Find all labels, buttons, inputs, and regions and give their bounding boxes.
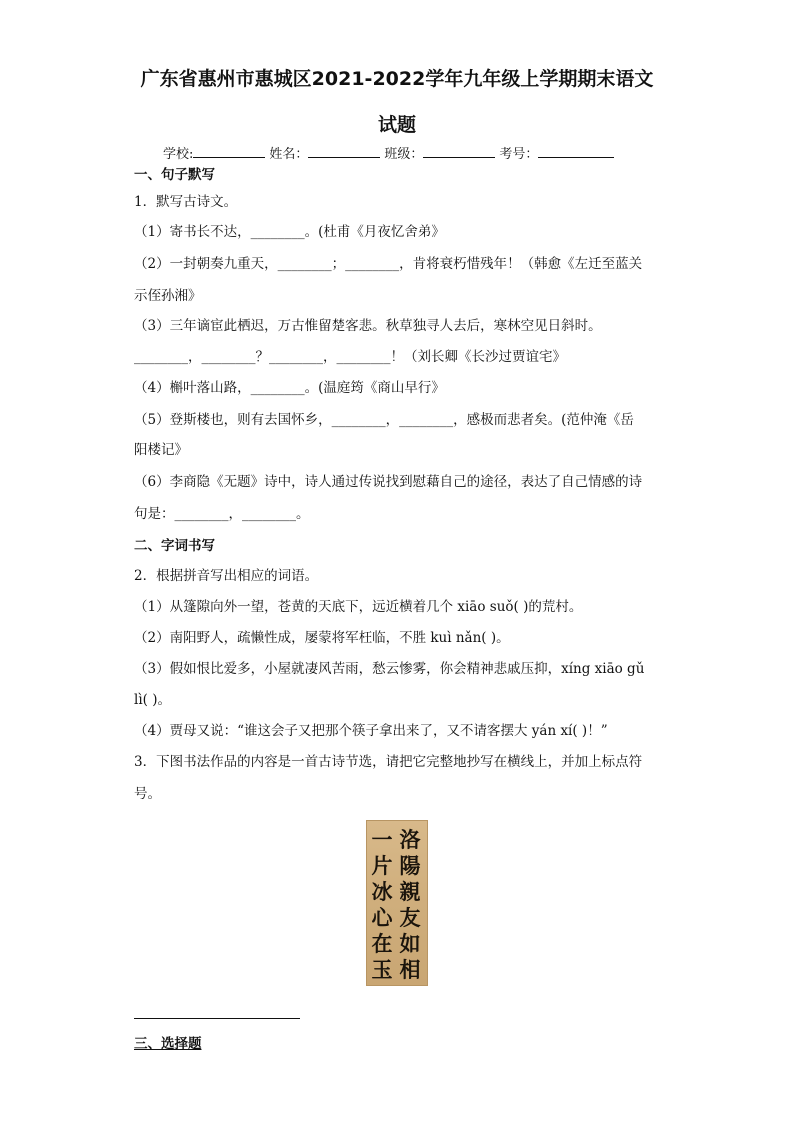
- calligraphy-char: 陽: [399, 853, 421, 878]
- class-blank[interactable]: [423, 143, 495, 158]
- school-label: 学校:: [163, 147, 194, 162]
- question-1-line: ________，________？________，________！（刘长卿《长沙过贾谊宅》: [134, 349, 566, 365]
- calligraphy-char: 玉: [371, 957, 393, 982]
- student-info-row: [163, 143, 618, 165]
- number-label: 考号：: [499, 147, 539, 162]
- question-2-line: （1）从篷隙向外一望，苍黄的天底下，远近横着几个 xiāo suǒ( )的荒村。: [134, 599, 583, 615]
- calligraphy-char: 一: [371, 827, 393, 852]
- exam-title-line1: 广东省惠州市惠城区2021-2022学年九年级上学期期末语文: [140, 68, 654, 90]
- calligraphy-char: 片: [371, 853, 393, 878]
- question-1-line: （6）李商隐《无题》诗中，诗人通过传说找到慰藉自己的途径，表达了自己情感的诗: [134, 474, 643, 490]
- question-1-line: （4）槲叶落山路，________。(温庭筠《商山早行》: [134, 380, 445, 396]
- question-1-line: （3）三年谪宦此栖迟，万古惟留楚客悲。秋草独寻人去后，寒林空见日斜时。: [134, 318, 602, 334]
- calligraphy-image: [366, 820, 428, 986]
- calligraphy-char: 心: [371, 905, 393, 930]
- question-3-stem: 3．下图书法作品的内容是一首古诗节选，请把它完整地抄写在横线上，并加上标点符: [134, 754, 643, 770]
- question-3-stem: 号。: [134, 786, 161, 802]
- section-heading-1: 一、句子默写: [134, 167, 215, 183]
- calligraphy-char: 在: [371, 931, 393, 956]
- question-1-line: 阳楼记》: [134, 442, 188, 458]
- question-1-stem: 1．默写古诗文。: [134, 194, 238, 210]
- question-2-line: （2）南阳野人，疏懒性成，屡蒙将军枉临，不胜 kuì nǎn( )。: [134, 630, 510, 646]
- calligraphy-char: 親: [399, 879, 421, 904]
- number-blank[interactable]: [538, 143, 614, 158]
- name-label: 姓名：: [269, 147, 309, 162]
- question-2-line: lì( )。: [134, 692, 171, 708]
- calligraphy-char: 冰: [371, 879, 393, 904]
- question-1-line: （5）登斯楼也，则有去国怀乡，________，________，感极而悲者矣。(范仲淹《岳: [134, 412, 634, 428]
- question-2-line: （4）贾母又说：“谁这会子又把那个筷子拿出来了，又不请客摆大 yán xí( )！”: [134, 723, 608, 739]
- class-label: 班级：: [384, 147, 424, 162]
- question-1-line: （1）寄书长不达，________。(杜甫《月夜忆舍弟》: [134, 224, 445, 240]
- question-1-line: 句是：________，________。: [134, 506, 310, 522]
- answer-blank-line[interactable]: [134, 1018, 300, 1019]
- section-heading-2: 二、字词书写: [134, 538, 215, 554]
- name-blank[interactable]: [308, 143, 380, 158]
- question-1-line: （2）一封朝奏九重天，________；________，肯将衰朽惜残年！（韩愈《左迁至蓝关: [134, 256, 643, 272]
- section-heading-3: 三、选择题: [134, 1036, 202, 1052]
- calligraphy-char: 友: [399, 905, 421, 930]
- calligraphy-column-left: [369, 827, 395, 983]
- calligraphy-char: 相: [399, 957, 421, 982]
- calligraphy-char: 如: [399, 931, 421, 956]
- question-2-line: （3）假如恨比爱多，小屋就凄风苦雨，愁云惨雾，你会精神悲戚压抑，xíng xiāo gǔ: [134, 661, 645, 677]
- exam-title-line2: 试题: [377, 114, 416, 136]
- school-blank[interactable]: [193, 143, 265, 158]
- calligraphy-column-right: [397, 827, 423, 983]
- question-2-stem: 2．根据拼音写出相应的词语。: [134, 568, 319, 584]
- calligraphy-char: 洛: [399, 827, 421, 852]
- question-1-line: 示侄孙湘》: [134, 288, 202, 304]
